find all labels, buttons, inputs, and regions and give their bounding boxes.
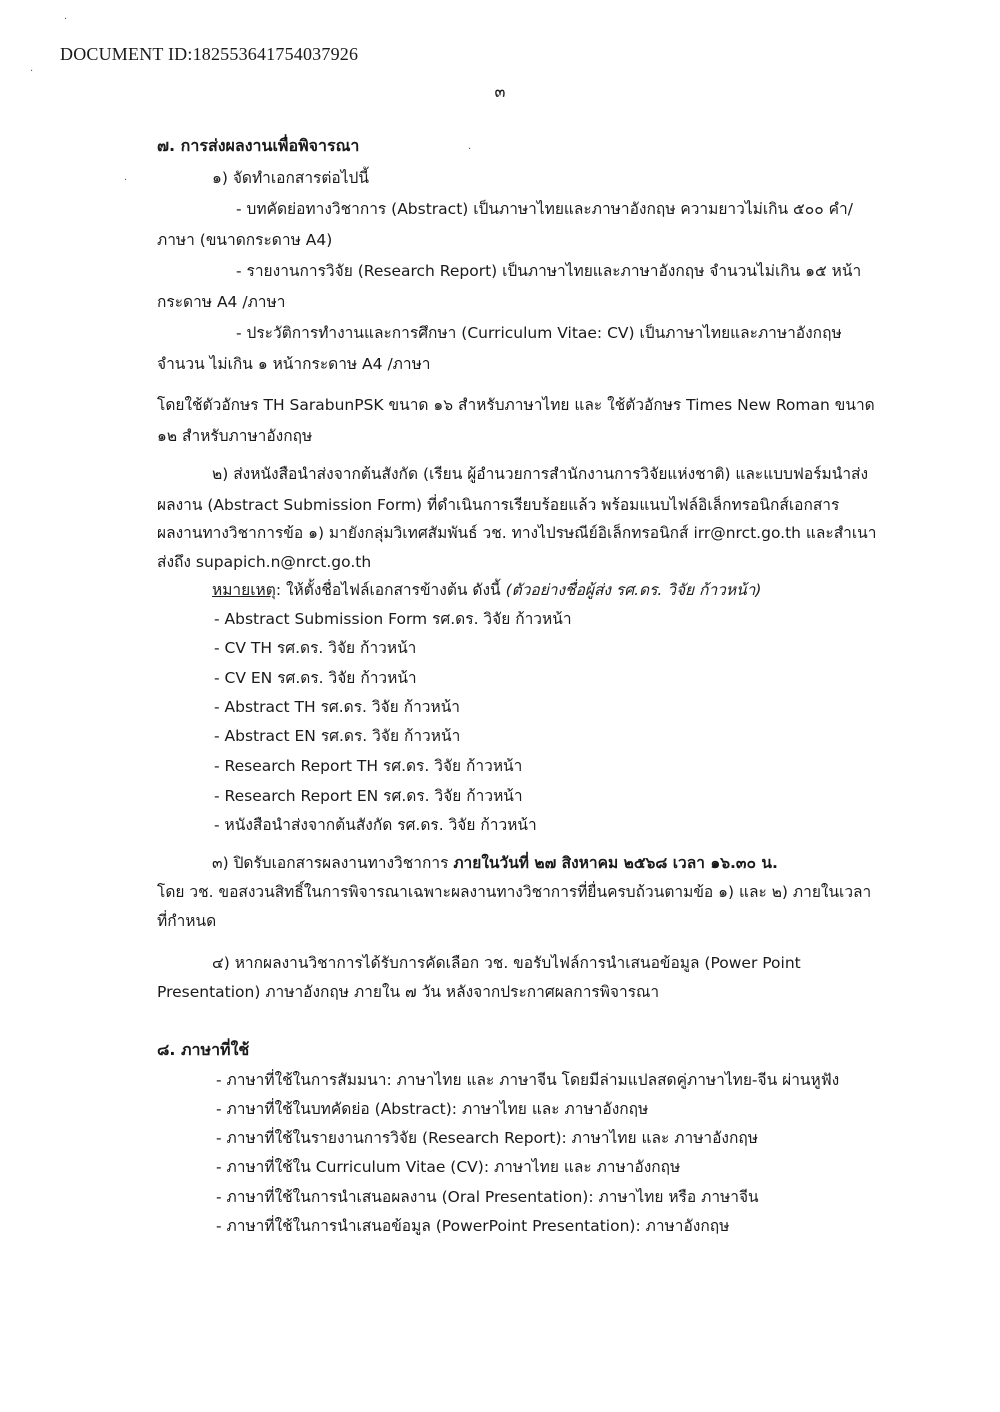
file-name-item: - Abstract EN รศ.ดร. วิจัย ก้าวหน้า: [214, 727, 461, 745]
scan-speck: ·: [30, 66, 34, 77]
language-item: - ภาษาที่ใช้ในการสัมมนา: ภาษาไทย และ ภาษาจีน โดยมีล่ามแปลสดคู่ภาษาไทย-จีน ผ่านหูฟัง: [216, 1071, 840, 1089]
cv-requirement-line-2: จำนวน ไม่เกิน ๑ หน้ากระดาษ A4 /ภาษา: [157, 355, 431, 373]
note-label: หมายเหตุ: [212, 581, 276, 599]
font-requirement-line-2: ๑๒ สำหรับภาษาอังกฤษ: [157, 427, 313, 445]
language-item: - ภาษาที่ใช้ในการนำเสนอข้อมูล (PowerPoint Presentation): ภาษาอังกฤษ: [216, 1217, 730, 1235]
file-name-item: - หนังสือนำส่งจากต้นสังกัด รศ.ดร. วิจัย ก้าวหน้า: [214, 816, 537, 834]
report-requirement-line-2: กระดาษ A4 /ภาษา: [157, 293, 286, 311]
font-requirement-line-1: โดยใช้ตัวอักษร TH SarabunPSK ขนาด ๑๖ สำหรับภาษาไทย และ ใช้ตัวอักษร Times New Roman ขนาด: [157, 396, 875, 414]
language-item: - ภาษาที่ใช้ในบทคัดย่อ (Abstract): ภาษาไทย และ ภาษาอังกฤษ: [216, 1100, 649, 1118]
item-1-title: ๑) จัดทำเอกสารต่อไปนี้: [212, 169, 369, 187]
abstract-requirement-line-2: ภาษา (ขนาดกระดาษ A4): [157, 231, 333, 249]
item-3-line-3: ที่กำหนด: [157, 912, 217, 930]
language-item: - ภาษาที่ใช้ในการนำเสนอผลงาน (Oral Presentation): ภาษาไทย หรือ ภาษาจีน: [216, 1188, 759, 1206]
language-item: - ภาษาที่ใช้ในรายงานการวิจัย (Research Report): ภาษาไทย และ ภาษาอังกฤษ: [216, 1129, 758, 1147]
file-name-item: - Research Report TH รศ.ดร. วิจัย ก้าวหน้า: [214, 757, 523, 775]
item-2-line-4: ส่งถึง supapich.n@nrct.go.th: [157, 553, 372, 571]
report-requirement-line-1: - รายงานการวิจัย (Research Report) เป็นภาษาไทยและภาษาอังกฤษ จำนวนไม่เกิน ๑๕ หน้า: [236, 262, 862, 280]
item-2-line-3: ผลงานทางวิชาการข้อ ๑) มายังกลุ่มวิเทศสัมพันธ์ วช. ทางไปรษณีย์อิเล็กทรอนิกส์ irr@nrct.go.th และสำเนา: [157, 524, 877, 542]
language-item: - ภาษาที่ใช้ใน Curriculum Vitae (CV): ภาษาไทย และ ภาษาอังกฤษ: [216, 1158, 681, 1176]
note-example: (ตัวอย่างชื่อผู้ส่ง รศ.ดร. วิจัย ก้าวหน้า): [505, 581, 762, 599]
file-name-item: - CV EN รศ.ดร. วิจัย ก้าวหน้า: [214, 669, 417, 687]
file-name-item: - CV TH รศ.ดร. วิจัย ก้าวหน้า: [214, 639, 417, 657]
file-name-item: - Abstract Submission Form รศ.ดร. วิจัย ก้าวหน้า: [214, 610, 572, 628]
section-8-heading: ๘. ภาษาที่ใช้: [157, 1040, 250, 1059]
cv-requirement-line-1: - ประวัติการทำงานและการศึกษา (Curriculum Vitae: CV) เป็นภาษาไทยและภาษาอังกฤษ: [236, 324, 842, 342]
scan-speck: ·: [64, 14, 68, 25]
item-3-line-1: [212, 852, 778, 874]
note-line: [212, 579, 761, 601]
item-2-line-2: ผลงาน (Abstract Submission Form) ที่ดำเนินการเรียบร้อยแล้ว พร้อมแนบไฟล์อิเล็กทรอนิกส์เอกสาร: [157, 496, 840, 514]
item-4-line-2: Presentation) ภาษาอังกฤษ ภายใน ๗ วัน หลังจากประกาศผลการพิจารณา: [157, 983, 660, 1001]
item-3-line-2: โดย วช. ขอสงวนสิทธิ์ในการพิจารณาเฉพาะผลงานทางวิชาการที่ยื่นครบถ้วนตามข้อ ๑) และ ๒) ภายในเวลา: [157, 883, 872, 901]
document-id: DOCUMENT ID:182553641754037926: [60, 44, 359, 64]
file-name-item: - Abstract TH รศ.ดร. วิจัย ก้าวหน้า: [214, 698, 461, 716]
item-3-lead: ๓) ปิดรับเอกสารผลงานทางวิชาการ: [212, 854, 454, 872]
scan-speck: ·: [124, 175, 128, 186]
item-2-line-1: ๒) ส่งหนังสือนำส่งจากต้นสังกัด (เรียน ผู้อำนวยการสำนักงานการวิจัยแห่งชาติ) และแบบฟอร์มนำส่ง: [212, 465, 869, 483]
item-4-line-1: ๔) หากผลงานวิชาการได้รับการคัดเลือก วช. ขอรับไฟล์การนำเสนอข้อมูล (Power Point: [212, 954, 801, 972]
file-name-item: - Research Report EN รศ.ดร. วิจัย ก้าวหน้า: [214, 787, 523, 805]
note-text: : ให้ตั้งชื่อไฟล์เอกสารข้างต้น ดังนี้: [275, 581, 506, 599]
scan-speck: ·: [468, 144, 472, 155]
page-number: ๓: [494, 82, 506, 101]
item-3-deadline: ภายในวันที่ ๒๗ สิงหาคม ๒๕๖๘ เวลา ๑๖.๓๐ น.: [453, 854, 778, 872]
abstract-requirement-line-1: - บทคัดย่อทางวิชาการ (Abstract) เป็นภาษาไทยและภาษาอังกฤษ ความยาวไม่เกิน ๕๐๐ คำ/: [236, 200, 853, 218]
section-7-heading: ๗. การส่งผลงานเพื่อพิจารณา: [157, 136, 360, 155]
